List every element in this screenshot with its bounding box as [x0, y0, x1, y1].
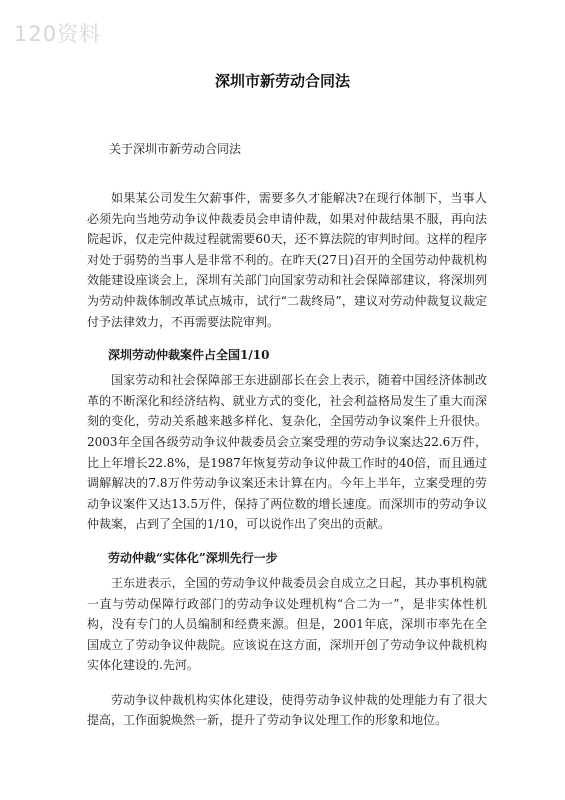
- section-heading: 深圳劳动仲裁案件占全国1/10: [108, 348, 270, 363]
- paragraph-statistics: 国家劳动和社会保障部王东进副部长在会上表示，随着中国经济体制改革的不断深化和经济结构、就业方式的变化，社会利益格局发生了重大而深刻的变化，劳动关系越来越多样化、复杂化，全国劳动争议案件上升很快。2003年全国各级劳动争议仲裁委员会立案受理的劳动争议案达22.6万件，比上年增长22.8%，是1987年恢复劳动争议仲裁工作时的40倍，而且通过调解解决的7.8万件劳动争议案还未计算在内。今年上半年，立案受理的劳动争议案件又达13.5万件，保持了两位数的增长速度。而深圳市的劳动争议仲裁案，占到了全国的1/10，可以说作出了突出的贡献。: [87, 373, 487, 532]
- document-subtitle: 关于深圳市新劳动合同法: [109, 142, 242, 156]
- document-body: [87, 188, 487, 745]
- paragraph-arbitration-institution: 王东进表示，全国的劳动争议仲裁委员会自成立之日起，其办事机构就一直与劳动保障行政部门的劳动争议处理机构“合二为一”，是非实体性机构，没有专门的人员编制和经费来源。但是，2001年底，深圳市率先在全国成立了劳动争议仲裁院。应该说在这方面，深圳开创了劳动争议仲裁机构实体化建设的.先河。: [87, 575, 487, 673]
- paragraph-conclusion: 劳动争议仲裁机构实体化建设，使得劳动争议仲裁的处理能力有了很大提高，工作面貌焕然一新，提升了劳动争议处理工作的形象和地位。: [87, 692, 487, 728]
- paragraph-intro: 如果某公司发生欠薪事件，需要多久才能解决?在现行体制下，当事人必须先向当地劳动争议仲裁委员会申请仲裁，如果对仲裁结果不服，再向法院起诉，仅走完仲裁过程就需要60天，还不算法院的审判时间。这样的程序对处于弱势的当事人是非常不利的。在昨天(27日)召开的全国劳动仲裁机构效能建设座谈会上，深圳有关部门向国家劳动和社会保障部建议，将深圳列为劳动仲裁体制改革试点城市，试行“二裁终局”，建议对劳动仲裁复议裁定付予法律效力，不再需要法院审判。: [87, 191, 487, 329]
- document-title: 深圳市新劳动合同法: [214, 72, 350, 90]
- section-heading: 劳动仲裁“实体化”深圳先行一步: [108, 550, 278, 565]
- watermark: 120资料: [14, 22, 102, 46]
